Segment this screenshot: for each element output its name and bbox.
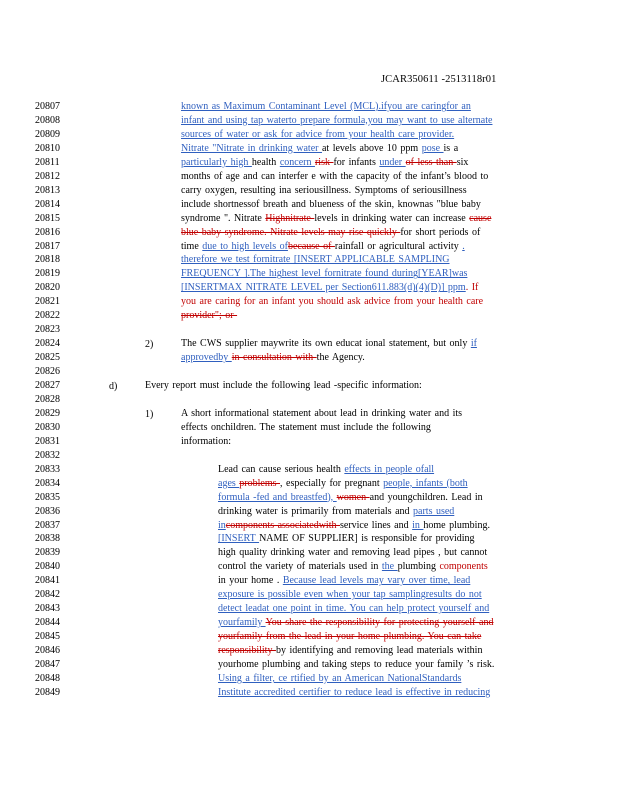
line-number: 20810 xyxy=(35,142,60,154)
inserted-text: concern xyxy=(279,156,315,168)
inserted-text: if xyxy=(470,338,477,350)
text-line xyxy=(218,506,454,518)
text-line xyxy=(218,589,482,601)
text-segment: Every report must include the following lead -specific information: xyxy=(145,380,422,391)
text-line xyxy=(218,478,468,490)
deleted-text: because of xyxy=(287,240,335,252)
text-line xyxy=(218,603,489,615)
text-segment: syndrome ". Nitrate xyxy=(181,212,266,224)
line-number: 20833 xyxy=(35,463,60,475)
document-header: JCAR350611 -2513118r01 xyxy=(381,74,497,85)
line-number: 20817 xyxy=(35,240,60,252)
text-line xyxy=(218,492,483,504)
inserted-text: infant and using tap waterto prepare formula,you may want to use alternate xyxy=(181,114,493,126)
text-line xyxy=(218,673,461,685)
line-number: 20838 xyxy=(35,533,60,545)
text-line xyxy=(181,408,462,420)
line-number: 20847 xyxy=(35,659,60,670)
line-number: 20822 xyxy=(35,310,60,322)
inserted-text: the xyxy=(381,561,398,573)
line-number: 20839 xyxy=(35,547,60,559)
text-line xyxy=(181,115,492,127)
text-segment: for infants xyxy=(333,156,380,168)
text-line xyxy=(181,129,454,141)
deleted-text: in consultation with xyxy=(231,352,317,364)
text-segment: , especially for pregnant xyxy=(280,477,384,489)
inserted-text: formula -fed and breastfed), xyxy=(218,491,337,503)
line-number: 20836 xyxy=(35,505,60,517)
text-line xyxy=(218,659,494,671)
text-segment: is a xyxy=(443,142,459,154)
inserted-text: under xyxy=(379,156,406,168)
line-number: 20835 xyxy=(35,491,60,503)
deleted-text: cause xyxy=(469,212,492,224)
text-segment: rainfall or agricultural activity xyxy=(334,240,463,252)
item-marker-1: 1) xyxy=(145,409,154,420)
text-segment: six xyxy=(456,156,469,168)
text-segment: high quality drinking water and removing lead pipes , but cannot xyxy=(218,547,488,559)
text-line xyxy=(181,199,481,211)
text-line xyxy=(181,185,467,197)
deleted-text: blue baby syndrome. Nitrate levels may rise quickly xyxy=(181,226,401,238)
inserted-text: in xyxy=(218,519,226,531)
line-number: 20848 xyxy=(35,672,60,684)
inserted-text: yourfamily xyxy=(218,617,266,629)
line-number: 20843 xyxy=(35,603,60,615)
deleted-text: risk xyxy=(314,156,334,168)
text-line xyxy=(181,254,450,266)
text-line xyxy=(181,157,468,169)
text-line xyxy=(181,171,488,183)
text-segment: include shortnessof breath and blueness of the skin, knownas "blue baby xyxy=(181,198,481,210)
line-number: 20827 xyxy=(35,380,60,391)
inserted-text: . xyxy=(462,240,465,252)
line-number: 20832 xyxy=(35,449,60,461)
text-line xyxy=(181,227,480,239)
text-line xyxy=(181,268,467,280)
text-line xyxy=(181,143,458,155)
line-number: 20826 xyxy=(35,366,60,378)
line-number: 20823 xyxy=(35,324,60,336)
text-segment: you are caring for an infant you should ask advice from your health care xyxy=(181,296,484,308)
text-line xyxy=(218,617,493,629)
text-line xyxy=(181,310,237,322)
text-segment: and youngchildren. Lead in xyxy=(369,491,483,503)
line-number: 20809 xyxy=(35,128,60,140)
line-number: 20818 xyxy=(35,254,60,266)
deleted-text: of less than xyxy=(405,156,457,168)
text-segment: carry oxygen, resulting ina seriousillness. Symptoms of seriousillness xyxy=(181,184,467,196)
text-segment: for short periods of xyxy=(400,226,481,238)
inserted-text: [INSERT xyxy=(218,533,260,545)
line-number: 20829 xyxy=(35,407,60,419)
text-line xyxy=(181,296,483,308)
text-line xyxy=(181,436,231,448)
inserted-text: parts used xyxy=(413,505,455,517)
text-segment: plumbing xyxy=(397,561,440,573)
inserted-text: pose xyxy=(421,142,444,154)
inserted-text: therefore we test fornitrate [INSERT APPLICABLE SAMPLING xyxy=(181,254,450,266)
line-number: 20831 xyxy=(35,435,60,447)
inserted-text: FREQUENCY ].The highest level fornitrate found during[YEAR]was xyxy=(181,268,468,280)
text-segment: service lines and xyxy=(339,519,413,531)
deleted-text: yourfamily from the lead in your home plumbing. You can take xyxy=(218,631,482,643)
line-number: 20825 xyxy=(35,352,60,364)
line-number: 20834 xyxy=(35,477,60,489)
text-segment: yourhome plumbing and taking steps to reduce your family ’s risk. xyxy=(218,659,495,670)
line-number: 20837 xyxy=(35,519,60,531)
line-number: 20849 xyxy=(35,686,60,698)
item-marker-d: d) xyxy=(109,381,118,392)
text-segment: by identifying and removing lead materials within xyxy=(275,645,483,657)
text-line xyxy=(218,547,487,559)
inserted-text: particularly high xyxy=(181,156,252,168)
inserted-text: sources of water or ask for advice from your health care provider. xyxy=(181,128,455,140)
line-number: 20811 xyxy=(35,156,60,168)
text-segment: drinking water is primarily from materials and xyxy=(218,505,414,517)
text-segment: components xyxy=(439,561,488,573)
deleted-text: responsibility xyxy=(218,645,276,657)
text-line xyxy=(218,575,470,587)
deleted-text: women xyxy=(336,491,370,503)
inserted-text: in xyxy=(412,519,424,531)
text-segment: months of age and can interfer e with the capacity of the infant’s blood to xyxy=(181,170,489,182)
inserted-text: exposure is possible even when your tap samplingresults do not xyxy=(218,589,482,601)
text-line xyxy=(218,520,490,532)
line-number: 20807 xyxy=(35,101,60,112)
line-number: 20842 xyxy=(35,589,60,601)
text-line xyxy=(218,464,434,476)
text-segment: NAME OF SUPPLIER] is responsible for providing xyxy=(259,533,475,545)
text-segment: information: xyxy=(181,435,231,447)
line-number: 20844 xyxy=(35,617,60,629)
text-line xyxy=(181,213,491,225)
text-line xyxy=(218,561,488,573)
inserted-text: due to high levels of xyxy=(202,240,288,252)
inserted-text: approvedby xyxy=(181,352,232,364)
inserted-text: known as Maximum Contaminant Level (MCL).ifyou are caringfor an xyxy=(181,101,471,112)
inserted-text: detect leadat one point in time. You can help protect yourself and xyxy=(218,603,490,615)
text-segment: . If xyxy=(465,282,479,294)
line-number: 20819 xyxy=(35,268,60,280)
text-line xyxy=(181,338,477,350)
inserted-text: people, infants (both xyxy=(383,477,468,489)
line-number: 20815 xyxy=(35,212,60,224)
text-segment: at levels above 10 ppm xyxy=(321,142,422,154)
line-number: 20814 xyxy=(35,198,60,210)
line-number: 20808 xyxy=(35,114,60,126)
text-line xyxy=(145,380,422,392)
deleted-text: problems xyxy=(239,477,280,489)
text-segment: the Agency. xyxy=(316,352,365,364)
text-segment: A short informational statement about lead in drinking water and its xyxy=(181,407,463,419)
inserted-text: [INSERTMAX NITRATE LEVEL per Section611.883(d)(4)(D)] ppm xyxy=(181,282,466,294)
inserted-text: effects in people ofall xyxy=(344,463,435,475)
text-line xyxy=(218,533,475,545)
line-number: 20820 xyxy=(35,282,60,294)
inserted-text: Institute accredited certifier to reduce lead is effective in reducing xyxy=(218,686,491,698)
line-number: 20846 xyxy=(35,645,60,657)
text-segment: in your home . xyxy=(218,575,283,587)
text-segment: effects onchildren. The statement must include the following xyxy=(181,421,431,433)
text-line xyxy=(181,422,431,434)
line-number: 20828 xyxy=(35,393,60,405)
line-number: 20821 xyxy=(35,296,60,308)
item-marker-2: 2) xyxy=(145,339,154,350)
text-segment: levels in drinking water can increase xyxy=(314,212,470,224)
inserted-text: ages xyxy=(218,477,240,489)
text-segment: health xyxy=(251,156,280,168)
deleted-text: provider"; or xyxy=(181,310,238,322)
text-line xyxy=(181,282,478,294)
text-segment: home plumbing. xyxy=(423,519,490,531)
line-number: 20816 xyxy=(35,226,60,238)
inserted-text: Because lead levels may vary over time, lead xyxy=(282,575,471,587)
text-segment: control the variety of materials used in xyxy=(218,561,382,573)
line-number: 20845 xyxy=(35,631,60,643)
text-line xyxy=(181,352,365,364)
deleted-text: You share the responsibility for protecting yourself and xyxy=(265,617,494,629)
line-number: 20840 xyxy=(35,561,60,573)
text-segment: The CWS supplier maywrite its own educat ional statement, but only xyxy=(181,338,471,350)
text-line xyxy=(218,687,490,699)
text-segment: Lead can cause serious health xyxy=(218,463,345,475)
line-number: 20841 xyxy=(35,575,60,587)
line-number: 20830 xyxy=(35,421,60,433)
line-number: 20812 xyxy=(35,170,60,182)
text-line xyxy=(181,101,471,113)
text-segment: time xyxy=(181,240,203,252)
text-line xyxy=(181,241,465,253)
line-number: 20824 xyxy=(35,338,60,350)
deleted-text: components associatedwith xyxy=(225,519,340,531)
inserted-text: Nitrate "Nitrate in drinking water xyxy=(181,142,322,154)
deleted-text: Highnitrate xyxy=(265,212,315,224)
text-line xyxy=(218,645,482,657)
inserted-text: Using a filter, ce rtified by an American NationalStandards xyxy=(218,672,462,684)
text-line xyxy=(218,631,481,643)
line-number: 20813 xyxy=(35,184,60,196)
